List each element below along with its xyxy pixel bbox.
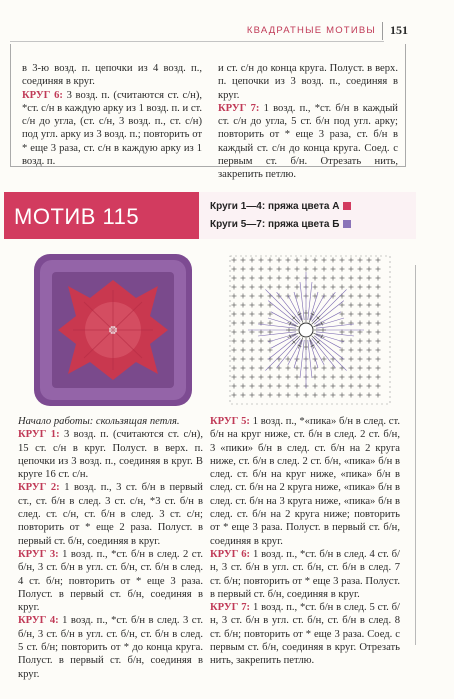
header-rule <box>10 41 384 42</box>
motif-title: МОТИВ 115 <box>14 204 140 229</box>
legend-item-color-a: Круги 1—4: пряжа цвета А <box>210 201 351 212</box>
legend-item-color-b: Круги 5—7: пряжа цвета Б <box>210 219 351 230</box>
top-left-para-2: КРУГ 6: 3 возд. п. (считаются ст. с/н), *ст. с/н в каждую арку из 1 возд. п. и ст. с/н до угла, (ст. с/н, 3 возд. п., ст. с/н) под угл. арку из 3 возд. п.; повторить от * еще 3 раза, ст. с/н в каждую арку из 1 возд. п. <box>22 89 202 168</box>
chart-stitch <box>310 295 324 320</box>
top-left-column <box>22 62 202 168</box>
top-right-para-2: КРУГ 7: 1 возд. п., *ст. б/н в каждый ст. с/н до угла, 5 ст. б/н под угл. арку; повторить от * еще 3 раза, ст. б/н в каждый ст. с/н до конца круга. Соед. с первым ст. б/н. Отрезать нить, закрепить петлю. <box>218 102 398 181</box>
round-3: КРУГ 3: 1 возд. п., *ст. б/н в след. 2 ст. б/н, 3 ст. б/н в угл. ст. б/н, ст. б/н в след. 4 ст. б/н; повторить от * еще 3 раза. Полуст. в первый ст. б/н, соединяя в круг. <box>18 548 203 614</box>
start-note: Начало работы: скользящая петля. <box>18 416 180 427</box>
chart-stitch <box>316 334 341 348</box>
page-number: 151 <box>390 23 408 37</box>
chart-stitch <box>310 340 324 365</box>
round-5: КРУГ 5: 1 возд. п., *«пика» б/н в след. ст. б/н на круг ниже, ст. б/н в след. 2 ст. б/н, 3 «пики» б/н в след. ст. б/н на 2 круга ниже, ст. б/н в след. 2 ст. б/н, «пика» б/н в след. ст. б/н на круг ниже, «пика» б/н в след. ст. б/н на 2 круга ниже, «пика» б/н в след. ст. б/н на 3 круга ниже, «пика» б/н в след. ст. б/н на 2 круга ниже; повторить от * еще 3 раза. Полуст. в первый ст. б/н, соединяя в круг. <box>210 416 400 547</box>
chart-stitch <box>316 312 341 326</box>
chart-stitch <box>271 312 296 326</box>
color-b-swatch <box>343 220 351 228</box>
round-6: КРУГ 6: 1 возд. п., *ст. б/н в след. 4 ст. б/н, 3 ст. б/н в угл. ст. б/н, ст. б/н в след. 7 ст. б/н; повторить от * еще 3 раза. Полуст. в первый ст. б/н, соединяя в круг. <box>210 548 400 600</box>
yarn-legend-panel <box>199 192 416 239</box>
header-separator <box>382 22 383 40</box>
top-left-para-1: в 3-ю возд. п. цепочки из 4 возд. п., соединяя в круг. <box>22 63 202 88</box>
top-right-column <box>218 62 398 182</box>
top-right-para-1: и ст. с/н до конца круга. Полуст. в верх. п. цепочки из 3 возд. п., соединяя в круг. <box>218 63 398 101</box>
round-label: КРУГ 6: <box>22 89 63 101</box>
round-label: КРУГ 7: <box>218 102 260 114</box>
bottom-left-column <box>18 415 203 681</box>
chart-stitch <box>288 295 302 320</box>
bottom-right-column <box>210 415 400 668</box>
margin-rule <box>415 265 416 645</box>
chart-stitch <box>271 334 296 348</box>
crochet-chart <box>220 250 405 410</box>
round-4: КРУГ 4: 1 возд. п., *ст. б/н в след. 3 ст. б/н, 3 ст. б/н в угл. ст. б/н, ст. б/н в след. 5 ст. б/н; повторить от * до конца круга. Полуст. в первый ст. б/н, соединяя в круг. <box>18 615 203 680</box>
round-2: КРУГ 2: 1 возд. п., 3 ст. б/н в первый ст., ст. б/н в след. 3 ст. с/н, *3 ст. б/н в след. ст. с/н, ст. б/н в след. 3 ст. с/н; повторить от * еще 2 раза. Полуст. в первый ст. б/н, соединяя в круг. <box>18 482 203 547</box>
round-7: КРУГ 7: 1 возд. п., *ст. б/н в след. 5 ст. б/н, 3 ст. б/н в угл. ст. б/н, ст. б/н в след. 8 ст. б/н; повторить от * еще 3 раза. Соед. с первым ст. б/н, соединяя в круг. Отрезать нить, закрепить петлю. <box>210 602 400 667</box>
motif-photo <box>18 250 208 410</box>
color-a-swatch <box>343 202 351 210</box>
chart-stitch <box>288 340 302 365</box>
section-title: КВАДРАТНЫЕ МОТИВЫ <box>246 25 376 36</box>
running-header <box>10 18 444 44</box>
round-1: КРУГ 1: 3 возд. п. (считаются ст. с/н), 15 ст. с/н в круг. Полуст. в верх. п. цепочки из 3 возд. п., соединяя в круг. В круге 16 ст. с/н. <box>18 429 203 481</box>
